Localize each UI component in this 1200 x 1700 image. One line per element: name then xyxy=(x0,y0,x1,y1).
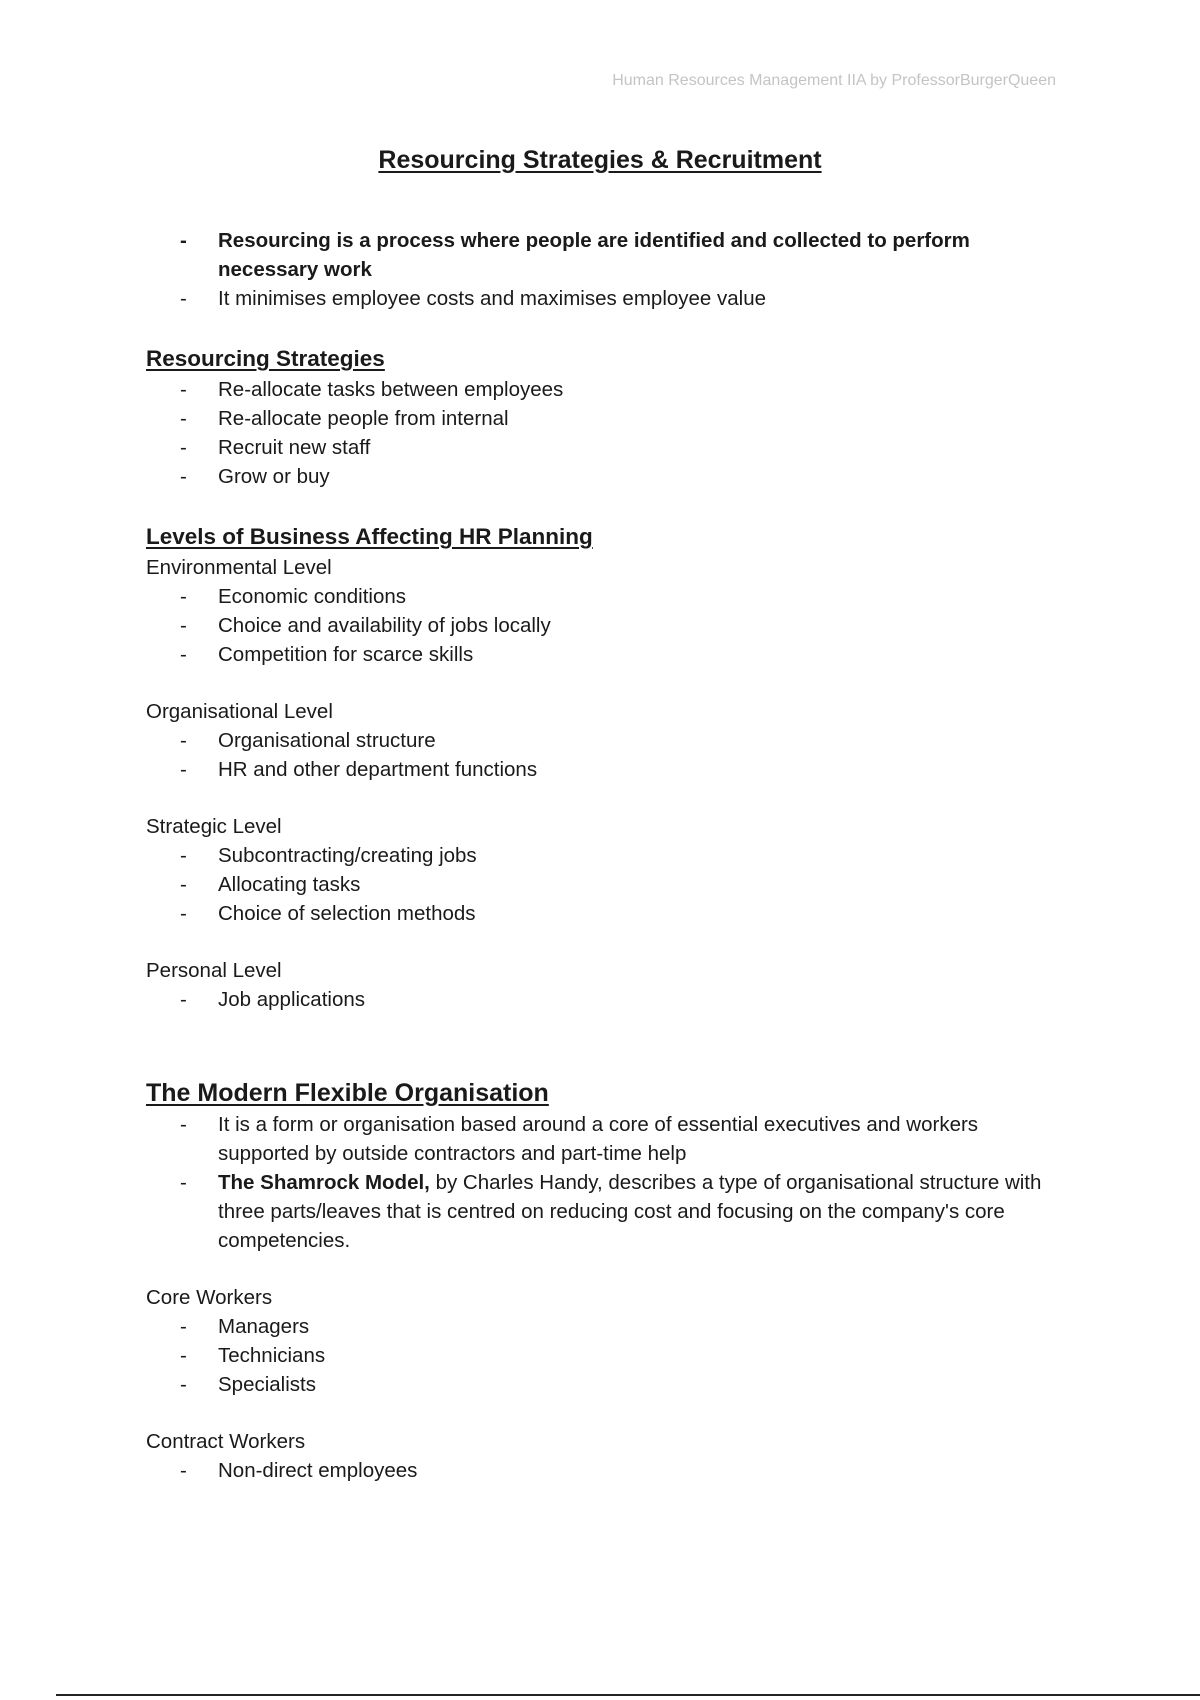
list-item xyxy=(146,870,1066,899)
resourcing-strategies-list xyxy=(146,375,1066,491)
list-item xyxy=(146,1110,1066,1168)
list-item-text: Specialists xyxy=(218,1373,316,1396)
list-item-text: It minimises employee costs and maximises employee value xyxy=(218,287,767,310)
intro-list xyxy=(146,226,1066,313)
dash-bullet: - xyxy=(180,407,187,430)
list-item xyxy=(146,1168,1066,1255)
list-item-text: Choice and availability of jobs locally xyxy=(218,614,551,637)
dash-bullet: - xyxy=(180,614,187,637)
list-item xyxy=(146,611,1066,640)
strategic-level-list xyxy=(146,841,1066,928)
subheading-personal-level: Personal Level xyxy=(146,959,282,982)
subheading-organisational-level: Organisational Level xyxy=(146,700,333,723)
flexible-organisation-list xyxy=(146,1110,1066,1255)
dash-bullet: - xyxy=(180,643,187,666)
dash-bullet: - xyxy=(180,1315,187,1338)
list-item-text: Subcontracting/creating jobs xyxy=(218,844,477,867)
dash-bullet: - xyxy=(180,758,187,781)
dash-bullet: - xyxy=(180,585,187,608)
list-item-text: Technicians xyxy=(218,1344,326,1367)
dash-bullet: - xyxy=(180,1171,187,1194)
list-item xyxy=(146,1456,1066,1485)
dash-bullet: - xyxy=(180,436,187,459)
list-item xyxy=(146,841,1066,870)
section-heading-resourcing-strategies: Resourcing Strategies xyxy=(146,346,385,371)
organisational-level-list xyxy=(146,726,1066,784)
dash-bullet: - xyxy=(180,729,187,752)
personal-level-list xyxy=(146,985,1066,1014)
dash-bullet: - xyxy=(180,465,187,488)
list-item xyxy=(146,755,1066,784)
list-item xyxy=(146,582,1066,611)
list-item xyxy=(146,1370,1066,1399)
section-heading-levels: Levels of Business Affecting HR Planning xyxy=(146,524,593,549)
dash-bullet: - xyxy=(180,1113,187,1136)
subheading-strategic-level: Strategic Level xyxy=(146,815,282,838)
list-item-text: HR and other department functions xyxy=(218,758,538,781)
list-item xyxy=(146,375,1066,404)
list-item-text: Grow or buy xyxy=(218,465,330,488)
contract-workers-list xyxy=(146,1456,1066,1485)
list-item-text: Competition for scarce skills xyxy=(218,643,474,666)
dash-bullet: - xyxy=(180,287,187,310)
list-item-text: Recruit new staff xyxy=(218,436,371,459)
shamrock-model-term: The Shamrock Model, xyxy=(218,1171,430,1194)
list-item xyxy=(146,899,1066,928)
dash-bullet: - xyxy=(180,229,187,252)
list-item xyxy=(146,284,1066,313)
dash-bullet: - xyxy=(180,1373,187,1396)
section-heading-flexible-organisation: The Modern Flexible Organisation xyxy=(146,1079,549,1107)
list-item-text: Job applications xyxy=(218,988,366,1011)
list-item-text: Re-allocate tasks between employees xyxy=(218,378,564,401)
dash-bullet: - xyxy=(180,1344,187,1367)
list-item-text: Organisational structure xyxy=(218,729,436,752)
list-item-text: Managers xyxy=(218,1315,310,1338)
subheading-environmental-level: Environmental Level xyxy=(146,556,332,579)
document-title: Resourcing Strategies & Recruitment xyxy=(378,146,822,174)
subheading-contract-workers: Contract Workers xyxy=(146,1430,306,1453)
document-body xyxy=(146,226,1066,1485)
dash-bullet: - xyxy=(180,902,187,925)
dash-bullet: - xyxy=(180,988,187,1011)
list-item xyxy=(146,226,1066,284)
dash-bullet: - xyxy=(180,1459,187,1482)
list-item-text: Resourcing is a process where people are identified and collected to perform necessary work xyxy=(218,229,970,281)
list-item xyxy=(146,985,1066,1014)
list-item-text: Choice of selection methods xyxy=(218,902,476,925)
list-item-text: Allocating tasks xyxy=(218,873,361,896)
list-item xyxy=(146,726,1066,755)
list-item-text: by Charles Handy, describes a type of organisational structure with three parts/leaves that is centred on reducing cost and focusing on the company's core competencies. xyxy=(218,1171,1042,1252)
list-item-text: Economic conditions xyxy=(218,585,407,608)
running-header: Human Resources Management IIA by ProfessorBurgerQueen xyxy=(612,72,1056,89)
list-item xyxy=(146,640,1066,669)
list-item xyxy=(146,1341,1066,1370)
environmental-level-list xyxy=(146,582,1066,669)
list-item xyxy=(146,1312,1066,1341)
list-item-text: It is a form or organisation based around a core of essential executives and workers supported by outside contractors and part-time help xyxy=(218,1113,979,1165)
list-item xyxy=(146,462,1066,491)
dash-bullet: - xyxy=(180,378,187,401)
list-item-text: Non-direct employees xyxy=(218,1459,418,1482)
list-item xyxy=(146,404,1066,433)
list-item-text: Re-allocate people from internal xyxy=(218,407,509,430)
subheading-core-workers: Core Workers xyxy=(146,1286,273,1309)
dash-bullet: - xyxy=(180,873,187,896)
dash-bullet: - xyxy=(180,844,187,867)
core-workers-list xyxy=(146,1312,1066,1399)
bottom-rule xyxy=(56,1694,1200,1696)
list-item xyxy=(146,433,1066,462)
